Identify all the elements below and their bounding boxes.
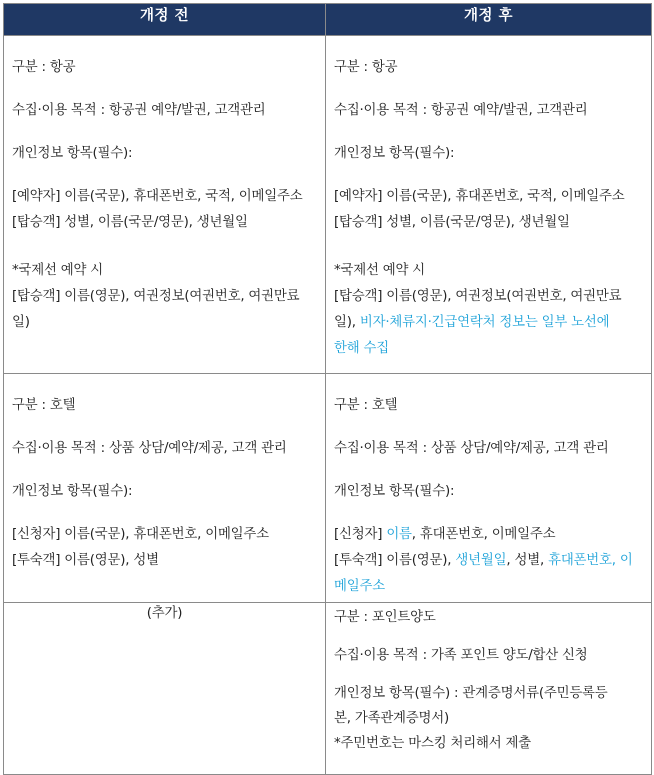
added-label: (추가) [146,606,183,621]
items-title: 개인정보 항목(필수): [12,484,133,499]
category-label: 구분 : 호텔 [334,398,398,413]
header-after: 개정 후 [326,4,652,36]
intl-line-plain: 일), [334,315,360,330]
items-line: [탑승객] 성별, 이름(국문/영문), 생년월일 [12,215,248,230]
items-line: 개인정보 항목(필수) : 관계증명서류(주민등록등 [334,686,608,701]
items-line: [탑승객] 성별, 이름(국문/영문), 생년월일 [334,215,570,230]
header-row [4,4,652,36]
header-before: 개정 전 [4,4,326,36]
category-label: 구분 : 포인트양도 [334,610,436,625]
purpose-text: 수집·이용 목적 : 항공권 예약/발권, 고객관리 [334,103,588,118]
items-line [334,524,643,545]
items-line-plain: , 휴대폰번호, 이메일주소 [411,527,556,542]
cell-added-before [4,603,326,775]
category-label: 구분 : 항공 [334,60,398,75]
row-airline [4,36,652,374]
cell-hotel-before [4,374,326,603]
intl-note: *국제선 예약 시 [12,263,104,278]
row-hotel [4,374,652,603]
category-label: 구분 : 호텔 [12,398,76,413]
intl-line [334,312,643,333]
highlight-text: 비자·체류지·긴급연락처 정보는 일부 노선에 [359,315,610,330]
intl-line: [탑승객] 이름(영문), 여권정보(여권번호, 여권만료 [12,289,300,304]
highlight-text: 생년월일 [455,553,507,568]
highlight-text: 한해 수집 [334,341,389,356]
purpose-text: 수집·이용 목적 : 상품 상담/예약/제공, 고객 관리 [334,441,609,456]
items-title: 개인정보 항목(필수): [334,146,455,161]
items-line: [투숙객] 이름(영문), 성별 [12,553,159,568]
items-line: [신청자] 이름(국문), 휴대폰번호, 이메일주소 [12,527,269,542]
cell-airline-after [326,36,652,374]
cell-hotel-after [326,374,652,603]
items-line: [예약자] 이름(국문), 휴대폰번호, 국적, 이메일주소 [12,189,303,204]
items-line: [예약자] 이름(국문), 휴대폰번호, 국적, 이메일주소 [334,189,625,204]
highlight-text: 메일주소 [334,579,385,594]
revision-comparison-table [3,3,652,775]
intl-line: [탑승객] 이름(영문), 여권정보(여권번호, 여권만료 [334,289,622,304]
row-point-transfer [4,603,652,775]
highlight-text: 이름 [386,527,412,542]
items-line-plain: [신청자] [334,527,387,542]
intl-line: 일) [12,315,30,330]
category-label: 구분 : 항공 [12,60,76,75]
intl-note: *국제선 예약 시 [334,263,426,278]
items-line [334,550,643,571]
purpose-text: 수집·이용 목적 : 가족 포인트 양도/합산 신청 [334,648,588,663]
items-line-plain: , 성별, [506,553,549,568]
highlight-text: 휴대폰번호, 이 [548,553,633,568]
items-title: 개인정보 항목(필수): [334,484,455,499]
items-line-plain: [투숙객] 이름(영문), [334,553,456,568]
items-line: 본, 가족관계증명서) [334,711,450,726]
cell-airline-before [4,36,326,374]
purpose-text: 수집·이용 목적 : 상품 상담/예약/제공, 고객 관리 [12,441,287,456]
cell-point-after [326,603,652,775]
masking-note: *주민번호는 마스킹 처리해서 제출 [334,736,531,751]
purpose-text: 수집·이용 목적 : 항공권 예약/발권, 고객관리 [12,103,266,118]
items-title: 개인정보 항목(필수): [12,146,133,161]
